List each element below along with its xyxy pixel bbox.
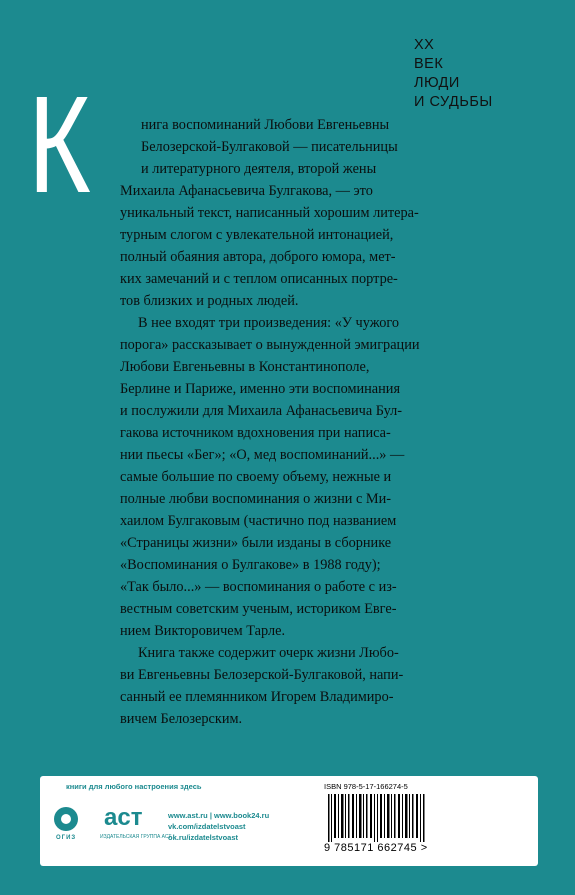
text-line: вичем Белозерским. (120, 711, 243, 727)
text-line: В нее входят три произведения: «У чужого (138, 315, 400, 331)
text-line: ких замечаний и с теплом описанных портре- (120, 271, 398, 287)
barcode-block (324, 782, 434, 860)
text-line: самые большие по своему объему, нежные и (120, 469, 392, 485)
series-line: XX (414, 37, 435, 53)
text-line: хаилом Булгаковым (частично под названием (120, 513, 397, 529)
ok-link[interactable]: ok.ru/izdatelstvoast (168, 833, 239, 842)
text-line: полные любви воспоминания о жизни с Ми- (120, 491, 391, 507)
text-line: гакова источником вдохновения при написа- (120, 425, 391, 441)
text-line: Любови Евгеньевны в Константинополе, (120, 359, 370, 375)
text-line: «Так было...» — воспоминания о работе с из- (120, 579, 397, 595)
barcode-icon (324, 794, 434, 842)
text-line: нига воспоминаний Любови Евгеньевны (141, 117, 390, 133)
text-line: и послужили для Михаила Афанасьевича Бул- (120, 403, 403, 419)
publisher-links (168, 810, 269, 843)
isbn: ISBN 978-5-17-166274-5 (324, 782, 408, 791)
ast-subtitle: ИЗДАТЕЛЬСКАЯ ГРУППА АСТ (100, 834, 172, 840)
series-line: ЛЮДИ (414, 75, 460, 91)
text-line: полный обаяния автора, доброго юмора, мет- (120, 249, 396, 265)
text-line: Михаила Афанасьевича Булгакова, — это (120, 183, 373, 199)
text-line: «Воспоминания о Булгакове» в 1988 году); (120, 557, 381, 573)
website-link[interactable]: www.ast.ru | www.book24.ru (168, 811, 270, 820)
slogan: книги для любого настроения здесь (66, 782, 202, 791)
drop-cap: К (28, 68, 91, 222)
series-line: И СУДЬБЫ (414, 94, 493, 110)
series-line: ВЕК (414, 56, 444, 72)
text-line: порога» рассказывает о вынужденной эмиграции (120, 337, 420, 353)
text-line: и литературного деятеля, второй жены (141, 161, 377, 177)
text-line: уникальный текст, написанный хорошим литера- (120, 205, 419, 221)
text-line: нии пьесы «Бег»; «О, мед воспоминаний...» — (120, 447, 405, 463)
text-line: Белозерской-Булгаковой — писательницы (141, 139, 398, 155)
publisher-logo-text: ОГИЗ (56, 835, 77, 841)
text-line: санный ее племянником Игорем Владимиро- (120, 689, 394, 705)
text-line: «Страницы жизни» были изданы в сборнике (120, 535, 392, 551)
vk-link[interactable]: vk.com/izdatelstvoast (168, 822, 246, 831)
text-line: вестным советским ученым, историком Евге- (120, 601, 397, 617)
series-title (414, 36, 493, 112)
text-line: нием Викторовичем Тарле. (120, 623, 286, 639)
barcode-number: 9 785171 662745 > (324, 842, 428, 854)
text-line: Книга также содержит очерк жизни Любо- (138, 645, 399, 661)
ast-logo: аст (104, 804, 143, 831)
text-line: турным слогом с увлекательной интонацией, (120, 227, 394, 243)
text-line: ви Евгеньевны Белозерской-Булгаковой, напи- (120, 667, 404, 683)
publisher-logo-icon (54, 807, 78, 831)
text-line: Берлине и Париже, именно эти воспоминания (120, 381, 401, 397)
text-line: тов близких и родных людей. (120, 293, 299, 309)
